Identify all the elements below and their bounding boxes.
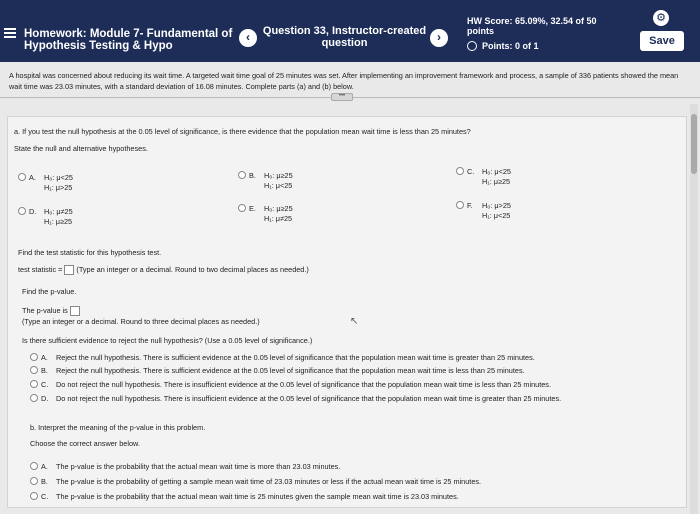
settings-icon[interactable]: ⚙ [653, 10, 669, 26]
conclusion-option-c[interactable]: C. Do not reject the null hypothesis. There is insufficient evidence at the 0.05 level of significance that the population mean wait time is less than 25 minutes. [30, 380, 551, 389]
reject-prompt: Is there sufficient evidence to reject the null hypothesis? (Use a 0.05 level of significance.) [22, 336, 313, 345]
radio-button[interactable] [18, 207, 26, 215]
hw-score: HW Score: 65.09%, 32.54 of 50 points [467, 16, 597, 36]
hamburger-menu-icon[interactable] [4, 28, 16, 38]
problem-statement: A hospital was concerned about reducing its wait time. A targeted wait time goal of 25 minutes was set. After implementing an improvement framework and process, a sample of 336 patients showed the mean wait time was 23.03 minutes, with a standard deviation of 16.08 minutes. Complete parts (a) and (b) below. [9, 71, 679, 91]
hypothesis-option-a[interactable]: A. H₀: μ<25 H₁: μ>25 [18, 173, 73, 193]
radio-button[interactable] [18, 173, 26, 181]
previous-question-button[interactable]: ‹ [239, 29, 257, 47]
homework-title[interactable]: Homework: Module 7- Fundamental of Hypothesis Testing & Hypo [24, 28, 233, 52]
conclusion-option-b[interactable]: B. Reject the null hypothesis. There is sufficient evidence at the 0.05 level of significance that the population mean wait time is less than 25 minutes. [30, 366, 525, 375]
radio-button[interactable] [30, 353, 38, 361]
pvalue-hint: (Type an integer or a decimal. Round to three decimal places as needed.) [22, 317, 260, 326]
radio-button[interactable] [30, 394, 38, 402]
top-header [0, 0, 700, 62]
radio-button[interactable] [238, 171, 246, 179]
pvalue-row [22, 306, 82, 316]
pvalue-meaning-option-a[interactable]: A. The p-value is the probability that the actual mean wait time is more than 23.03 minutes. [30, 462, 340, 471]
state-hypotheses-prompt: State the null and alternative hypotheses. [14, 144, 148, 153]
question-title: Question 33, Instructor-created question [262, 25, 427, 49]
test-statistic-input[interactable] [64, 265, 74, 275]
pvalue-meaning-option-b[interactable]: B. The p-value is the probability of getting a sample mean wait time of 23.03 minutes or less if the actual mean wait time is 25 minutes. [30, 477, 481, 486]
test-statistic-row [18, 265, 309, 275]
radio-button[interactable] [30, 462, 38, 470]
points-status [467, 41, 539, 51]
hypothesis-option-f[interactable]: F. H₀: μ>25 H₁: μ<25 [456, 201, 511, 221]
conclusion-option-a[interactable]: A. Reject the null hypothesis. There is sufficient evidence at the 0.05 level of significance that the population mean wait time is greater than 25 minutes. [30, 353, 535, 362]
choose-prompt: Choose the correct answer below. [30, 439, 140, 448]
question-card [7, 116, 687, 508]
radio-button[interactable] [456, 201, 464, 209]
conclusion-option-d[interactable]: D. Do not reject the null hypothesis. There is insufficient evidence at the 0.05 level of significance that the population mean wait time is greater than 25 minutes. [30, 394, 561, 403]
pvalue-label: The p-value is [22, 306, 68, 315]
next-question-button[interactable]: › [430, 29, 448, 47]
vertical-scrollbar[interactable] [690, 104, 698, 514]
circle-icon [467, 41, 477, 51]
radio-button[interactable] [30, 477, 38, 485]
test-statistic-prompt: Find the test statistic for this hypothesis test. [18, 248, 162, 257]
radio-button[interactable] [238, 204, 246, 212]
radio-button[interactable] [456, 167, 464, 175]
hypothesis-option-c[interactable]: C. H₀: μ<25 H₁: μ≥25 [456, 167, 511, 187]
scrollbar-thumb[interactable] [691, 114, 697, 174]
save-button[interactable]: Save [640, 31, 684, 51]
radio-button[interactable] [30, 366, 38, 374]
pvalue-input[interactable] [70, 306, 80, 316]
part-b-question: b. Interpret the meaning of the p-value in this problem. [30, 423, 206, 432]
test-statistic-hint: (Type an integer or a decimal. Round to two decimal places as needed.) [76, 265, 309, 274]
mouse-cursor-icon: ↖ [350, 316, 359, 327]
radio-button[interactable] [30, 492, 38, 500]
pvalue-meaning-option-c[interactable]: C. The p-value is the probability that the actual mean wait time is 25 minutes given the sample mean wait time is 23.03 minutes. [30, 492, 459, 501]
hypothesis-option-b[interactable]: B. H₀: μ≥25 H₁: μ<25 [238, 171, 293, 191]
pvalue-prompt: Find the p-value. [22, 287, 77, 296]
expand-collapse-button[interactable]: ••• [331, 93, 353, 101]
part-a-question: a. If you test the null hypothesis at the 0.05 level of significance, is there evidence that the population mean wait time is less than 25 minutes? [14, 127, 471, 136]
points-label: Points: 0 of 1 [482, 41, 539, 51]
test-statistic-label: test statistic = [18, 265, 63, 274]
hypothesis-option-e[interactable]: E. H₀: μ≥25 H₁: μ≠25 [238, 204, 293, 224]
hypothesis-option-d[interactable]: D. H₀: μ≠25 H₁: μ≥25 [18, 207, 73, 227]
radio-button[interactable] [30, 380, 38, 388]
